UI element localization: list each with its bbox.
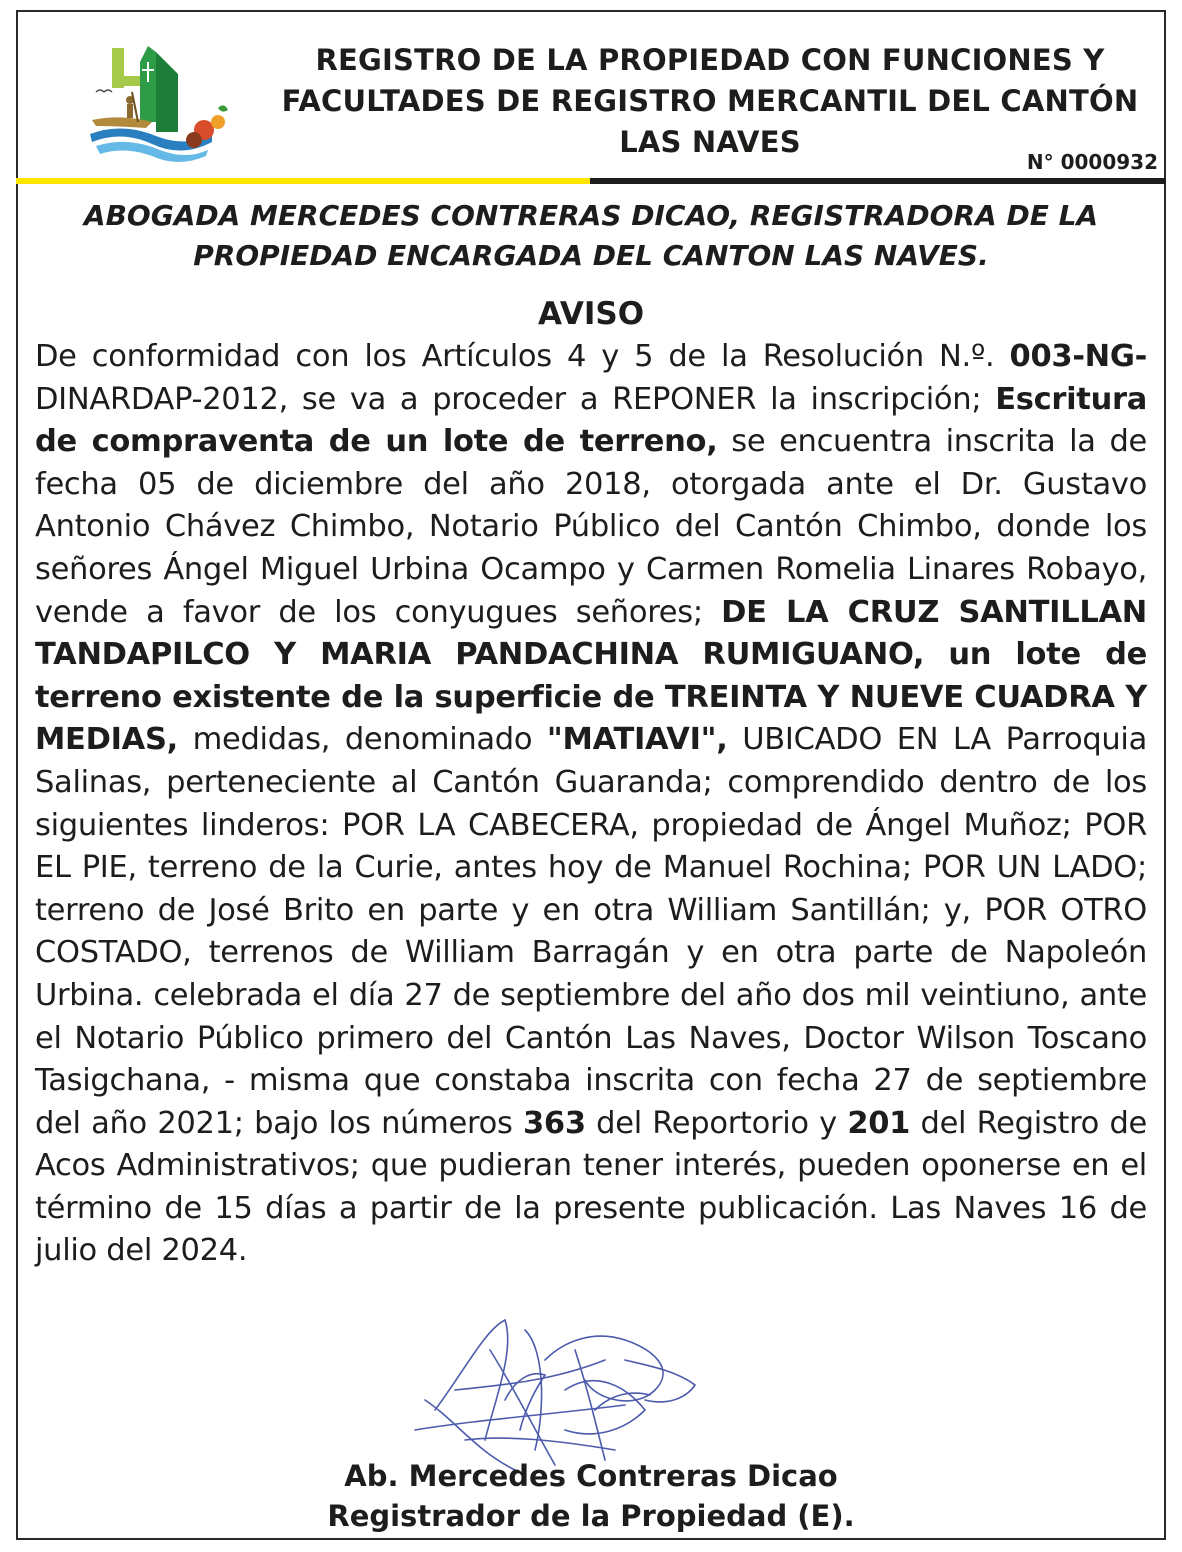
las-naves-logo-icon bbox=[82, 22, 238, 178]
signatory-name: Ab. Mercedes Contreras Dicao bbox=[344, 1459, 838, 1493]
body-segment-bold: Escritura de compraventa de un lote de terreno, bbox=[35, 381, 1147, 460]
body-segment: medidas, denominado bbox=[177, 722, 547, 758]
body-segment: del Registro de Acos Administrativos; que pudieran tener interés, pueden oponerse en el término de 15 días a partir de la presente publicación. Las Naves 16 de julio del 2024. bbox=[35, 1105, 1147, 1269]
signatory-title: Registrador de la Propiedad (E). bbox=[327, 1499, 855, 1533]
body-segment-bold: DE LA CRUZ SANTILLAN TANDAPILCO Y MARIA PANDACHINA RUMIGUANO, un lote de terreno existente de la superficie de TREINTA Y NUEVE CUADRA Y MEDIAS, bbox=[35, 594, 1147, 758]
body-segment-bold: 201 bbox=[847, 1105, 911, 1141]
notice-title: AVISO bbox=[537, 296, 645, 332]
body-segment-bold: "MATIAVI", bbox=[546, 722, 728, 758]
body-segment: del Reportorio y bbox=[585, 1105, 848, 1141]
header-rule-yellow bbox=[16, 178, 590, 184]
body-segment: DINARDAP-2012, se va a proceder a REPONER la inscripción; bbox=[35, 381, 996, 417]
body-segment-bold: 003-NG- bbox=[1009, 339, 1147, 374]
body-segment-bold: 363 bbox=[522, 1105, 586, 1141]
header-rule-black bbox=[590, 178, 1166, 184]
registrar-heading: ABOGADA MERCEDES CONTRERAS DICAO, REGISTRADORA DE LA PROPIEDAD ENCARGADA DEL CANTON LAS NAVES. bbox=[83, 199, 1099, 272]
body-segment: se encuentra inscrita la de fecha 05 de diciembre del año 2018, otorgada ante el Dr. Gustavo Antonio Chávez Chimbo, Notario Público del Cantón Chimbo, donde los señores Ángel Miguel Urbina Ocampo y Carmen Romelia Linares Robayo, vende a favor de los conyugues señores; bbox=[35, 424, 1147, 630]
body-segment: De conformidad con los Artículos 4 y 5 de la Resolución N.º. bbox=[35, 339, 1010, 374]
body-segment: UBICADO EN LA Parroquia Salinas, perteneciente al Cantón Guaranda; comprendido dentro de los siguientes linderos: POR LA CABECERA, propiedad de Ángel Muñoz; POR EL PIE, terreno de la Curie, antes hoy de Manuel Rochina; POR UN LADO; terreno de José Brito en parte y en otra William Santillán; y, POR OTRO COSTADO, terrenos de William Barragán y en otra parte de Napoleón Urbina. celebrada el día 27 de septiembre del año dos mil veintiuno, ante el Notario Público primero del Cantón Las Naves, Doctor Wilson Toscano Tasigchana, - misma que constaba inscrita con fecha 27 de septiembre del año 2021; bajo los números bbox=[35, 722, 1147, 1141]
notice-body bbox=[35, 336, 1147, 1273]
handwritten-signature-icon bbox=[395, 1290, 715, 1480]
registry-title: REGISTRO DE LA PROPIEDAD CON FUNCIONES Y FACULTADES DE REGISTRO MERCANTIL DEL CANTÓN LAS NAVES bbox=[281, 43, 1139, 159]
notice-number: N° 0000932 bbox=[1026, 150, 1158, 174]
